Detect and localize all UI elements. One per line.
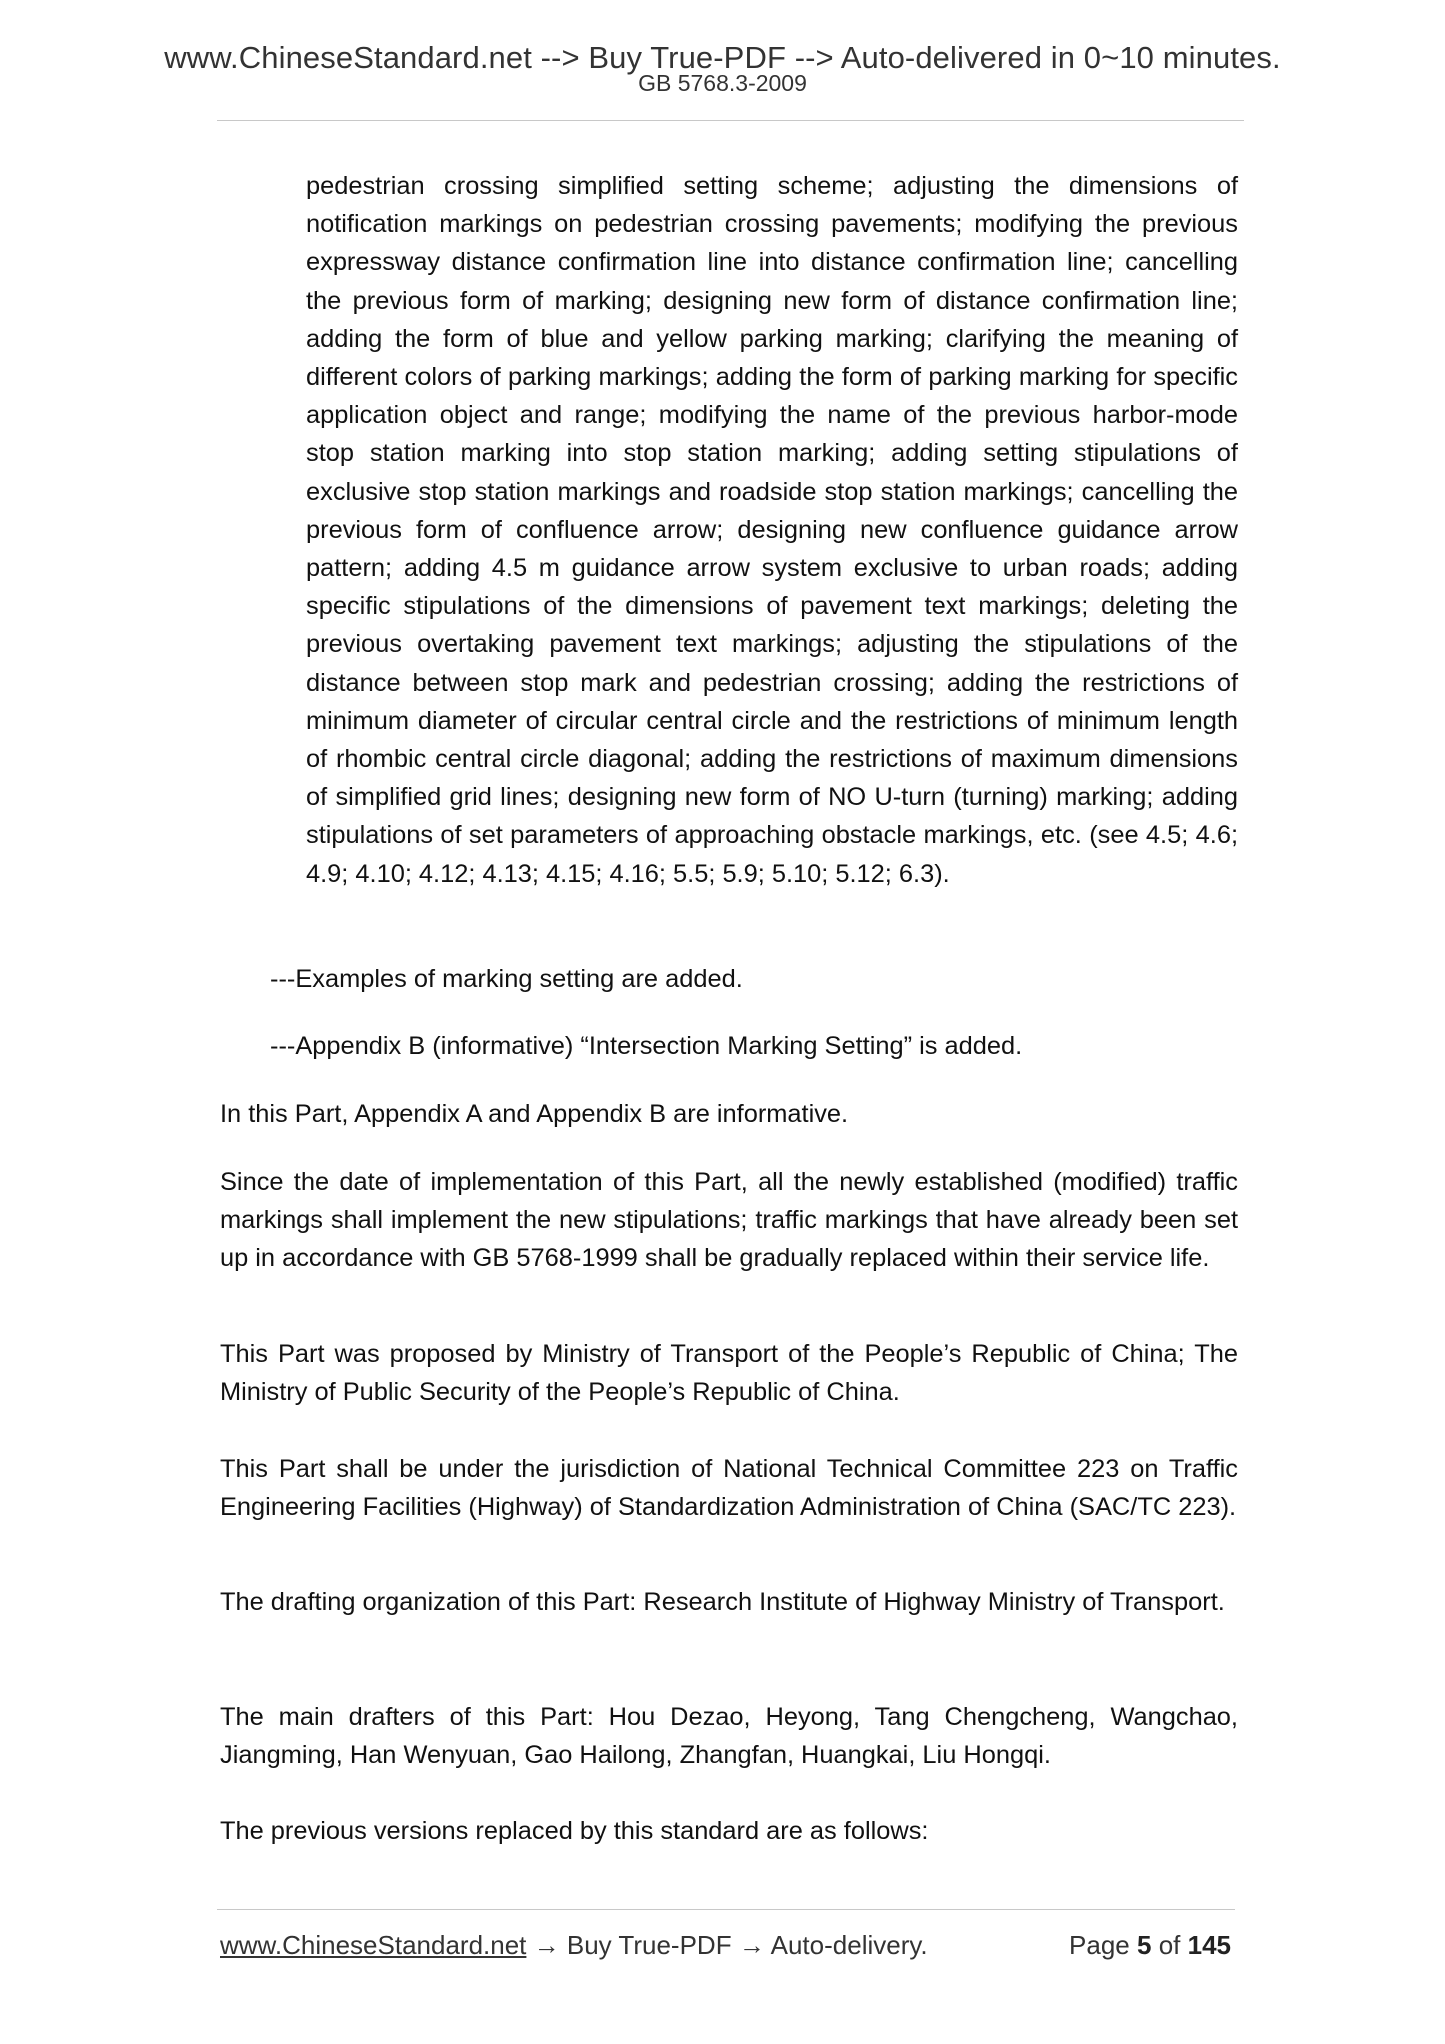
bullet-appendix-b-added: ---Appendix B (informative) “Intersection Marking Setting” is added. [270, 1032, 1023, 1060]
paragraph-previous-versions: The previous versions replaced by this standard are as follows: [220, 1817, 929, 1845]
document-id: GB 5768.3-2009 [638, 70, 807, 96]
header-banner[interactable]: www.ChineseStandard.net --> Buy True-PDF --> Auto-delivered in 0~10 minutes. [164, 40, 1281, 75]
paragraph-appendix-informative: In this Part, Appendix A and Appendix B are informative. [220, 1100, 849, 1128]
paragraph-implementation: Since the date of implementation of this Part, all the newly established (modified) traffic markings shall implement the new stipulations; traffic markings that have already been set up in accordance with GB 5768-1999 shall be gradually replaced within their service life. [220, 1168, 1238, 1273]
footer-buy-text: Buy True-PDF [566, 1930, 732, 1960]
page-label: Page [1069, 1930, 1130, 1960]
arrow-right-icon: → [738, 1930, 765, 1960]
bullet-examples-added: ---Examples of marking setting are added. [270, 965, 743, 993]
footer-delivery-text: Auto-delivery. [770, 1930, 928, 1960]
paragraph-drafting-organization: The drafting organization of this Part: Research Institute of Highway Ministry of Transport. [220, 1588, 1225, 1616]
footer-divider [217, 1909, 1235, 1910]
paragraph-jurisdiction: This Part shall be under the jurisdiction of National Technical Committee 223 on Traffic Engineering Facilities (Highway) of Standardization Administration of China (SAC/TC 223). [220, 1455, 1238, 1522]
arrow-right-icon: → [533, 1930, 560, 1960]
of-label: of [1158, 1930, 1181, 1960]
page-indicator [1069, 1928, 1231, 1962]
footer-links [220, 1928, 928, 1962]
total-pages: 145 [1187, 1930, 1231, 1960]
page-number: 5 [1136, 1930, 1152, 1960]
header-divider [217, 120, 1244, 121]
footer-site-link[interactable]: www.ChineseStandard.net [220, 1930, 527, 1960]
continued-paragraph: pedestrian crossing simplified setting scheme; adjusting the dimensions of notification markings on pedestrian crossing pavements; modifying the previous expressway distance confirmation line into distance confirmation line; cancelling the previous form of marking; designing new form of distance confirmation line; adding the form of blue and yellow parking marking; clarifying the meaning of different colors of parking markings; adding the form of parking marking for specific application object and range; modifying the name of the previous harbor-mode stop station marking into stop station marking; adding setting stipulations of exclusive stop station markings and roadside stop station markings; cancelling the previous form of confluence arrow; designing new confluence guidance arrow pattern; adding 4.5 m guidance arrow system exclusive to urban roads; adding specific stipulations of the dimensions of pavement text markings; deleting the previous overtaking pavement text markings; adjusting the stipulations of the distance between stop mark and pedestrian crossing; adding the restrictions of minimum diameter of circular central circle and the restrictions of minimum length of rhombic central circle diagonal; adding the restrictions of maximum dimensions of simplified grid lines; designing new form of NO U-turn (turning) marking; adding stipulations of set parameters of approaching obstacle markings, etc. (see 4.5; 4.6; 4.9; 4.10; 4.12; 4.13; 4.15; 4.16; 5.5; 5.9; 5.10; 5.12; 6.3). [306, 172, 1238, 888]
paragraph-main-drafters: The main drafters of this Part: Hou Dezao, Heyong, Tang Chengcheng, Wangchao, Jiangming, Han Wenyuan, Gao Hailong, Zhangfan, Huangkai, Liu Hongqi. [220, 1703, 1238, 1770]
paragraph-proposed-by: This Part was proposed by Ministry of Transport of the People’s Republic of China; The Ministry of Public Security of the People’s Republic of China. [220, 1340, 1238, 1407]
